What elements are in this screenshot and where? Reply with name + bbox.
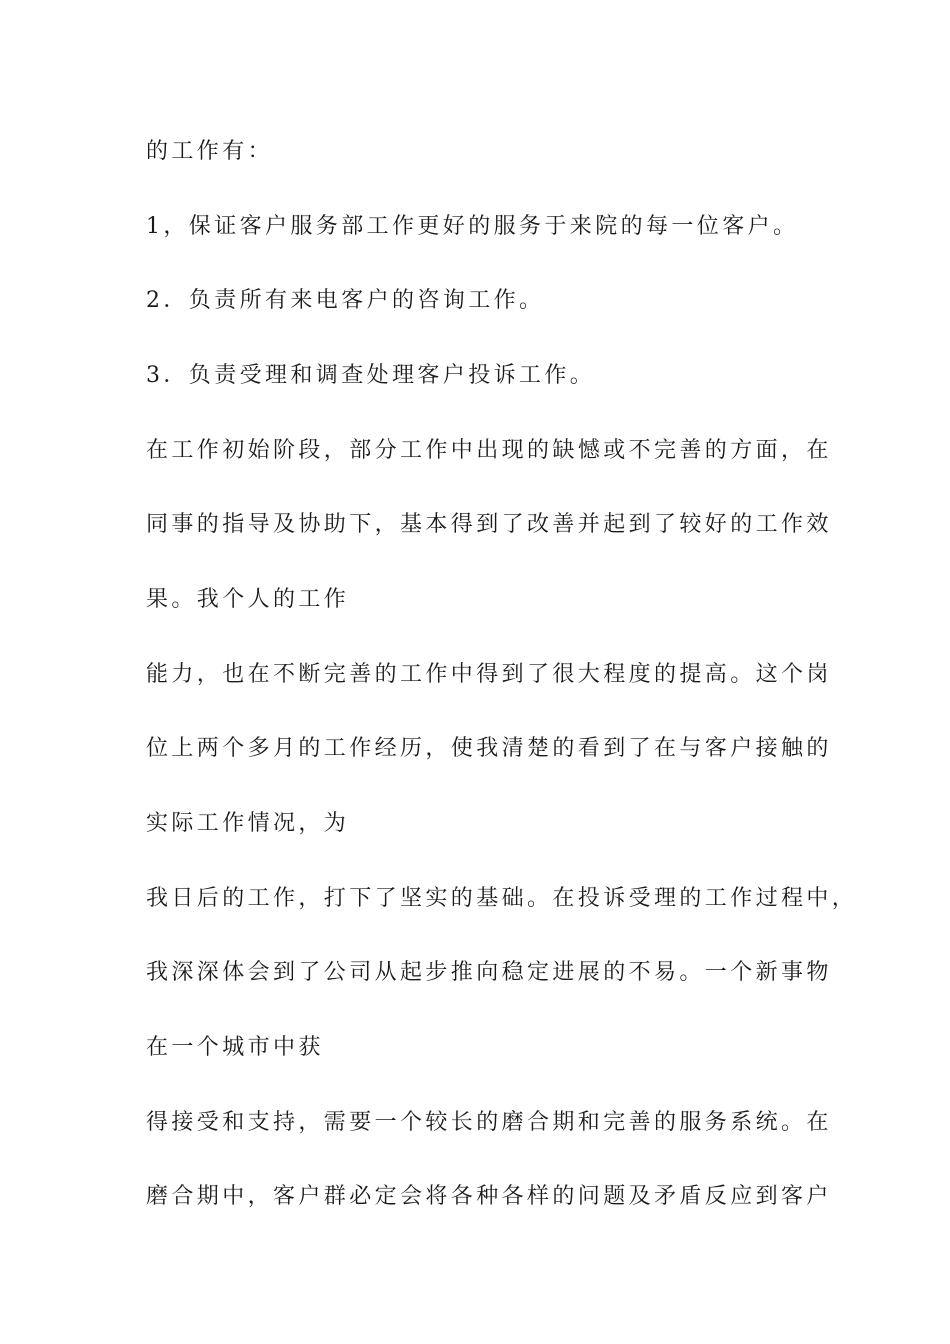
text-line: 我日后的工作，打下了坚实的基础。在投诉受理的工作过程中，	[146, 886, 858, 911]
text-line: 位上两个多月的工作经历，使我清楚的看到了在与客户接触的	[146, 736, 832, 761]
text-line: 2．负责所有来电客户的咨询工作。	[146, 288, 545, 313]
text-line: 得接受和支持，需要一个较长的磨合期和完善的服务系统。在	[146, 1110, 832, 1135]
text-line: 磨合期中，客户群必定会将各种各样的问题及矛盾反应到客户	[146, 1184, 832, 1209]
text-line: 在工作初始阶段，部分工作中出现的缺憾或不完善的方面，在	[146, 438, 832, 463]
text-line: 同事的指导及协助下，基本得到了改善并起到了较好的工作效	[146, 512, 832, 537]
text-line: 我深深体会到了公司从起步推向稳定进展的不易。一个新事物	[146, 960, 832, 985]
text-line: 果。我个人的工作	[146, 587, 350, 612]
text-line: 1，保证客户服务部工作更好的服务于来院的每一位客户。	[146, 214, 799, 239]
text-line: 3．负责受理和调查处理客户投诉工作。	[146, 363, 596, 388]
text-line: 在一个城市中获	[146, 1035, 324, 1060]
text-line: 的工作有：	[146, 139, 274, 164]
text-line: 实际工作情况，为	[146, 811, 350, 836]
text-line: 能力，也在不断完善的工作中得到了很大程度的提高。这个岗	[146, 662, 832, 687]
